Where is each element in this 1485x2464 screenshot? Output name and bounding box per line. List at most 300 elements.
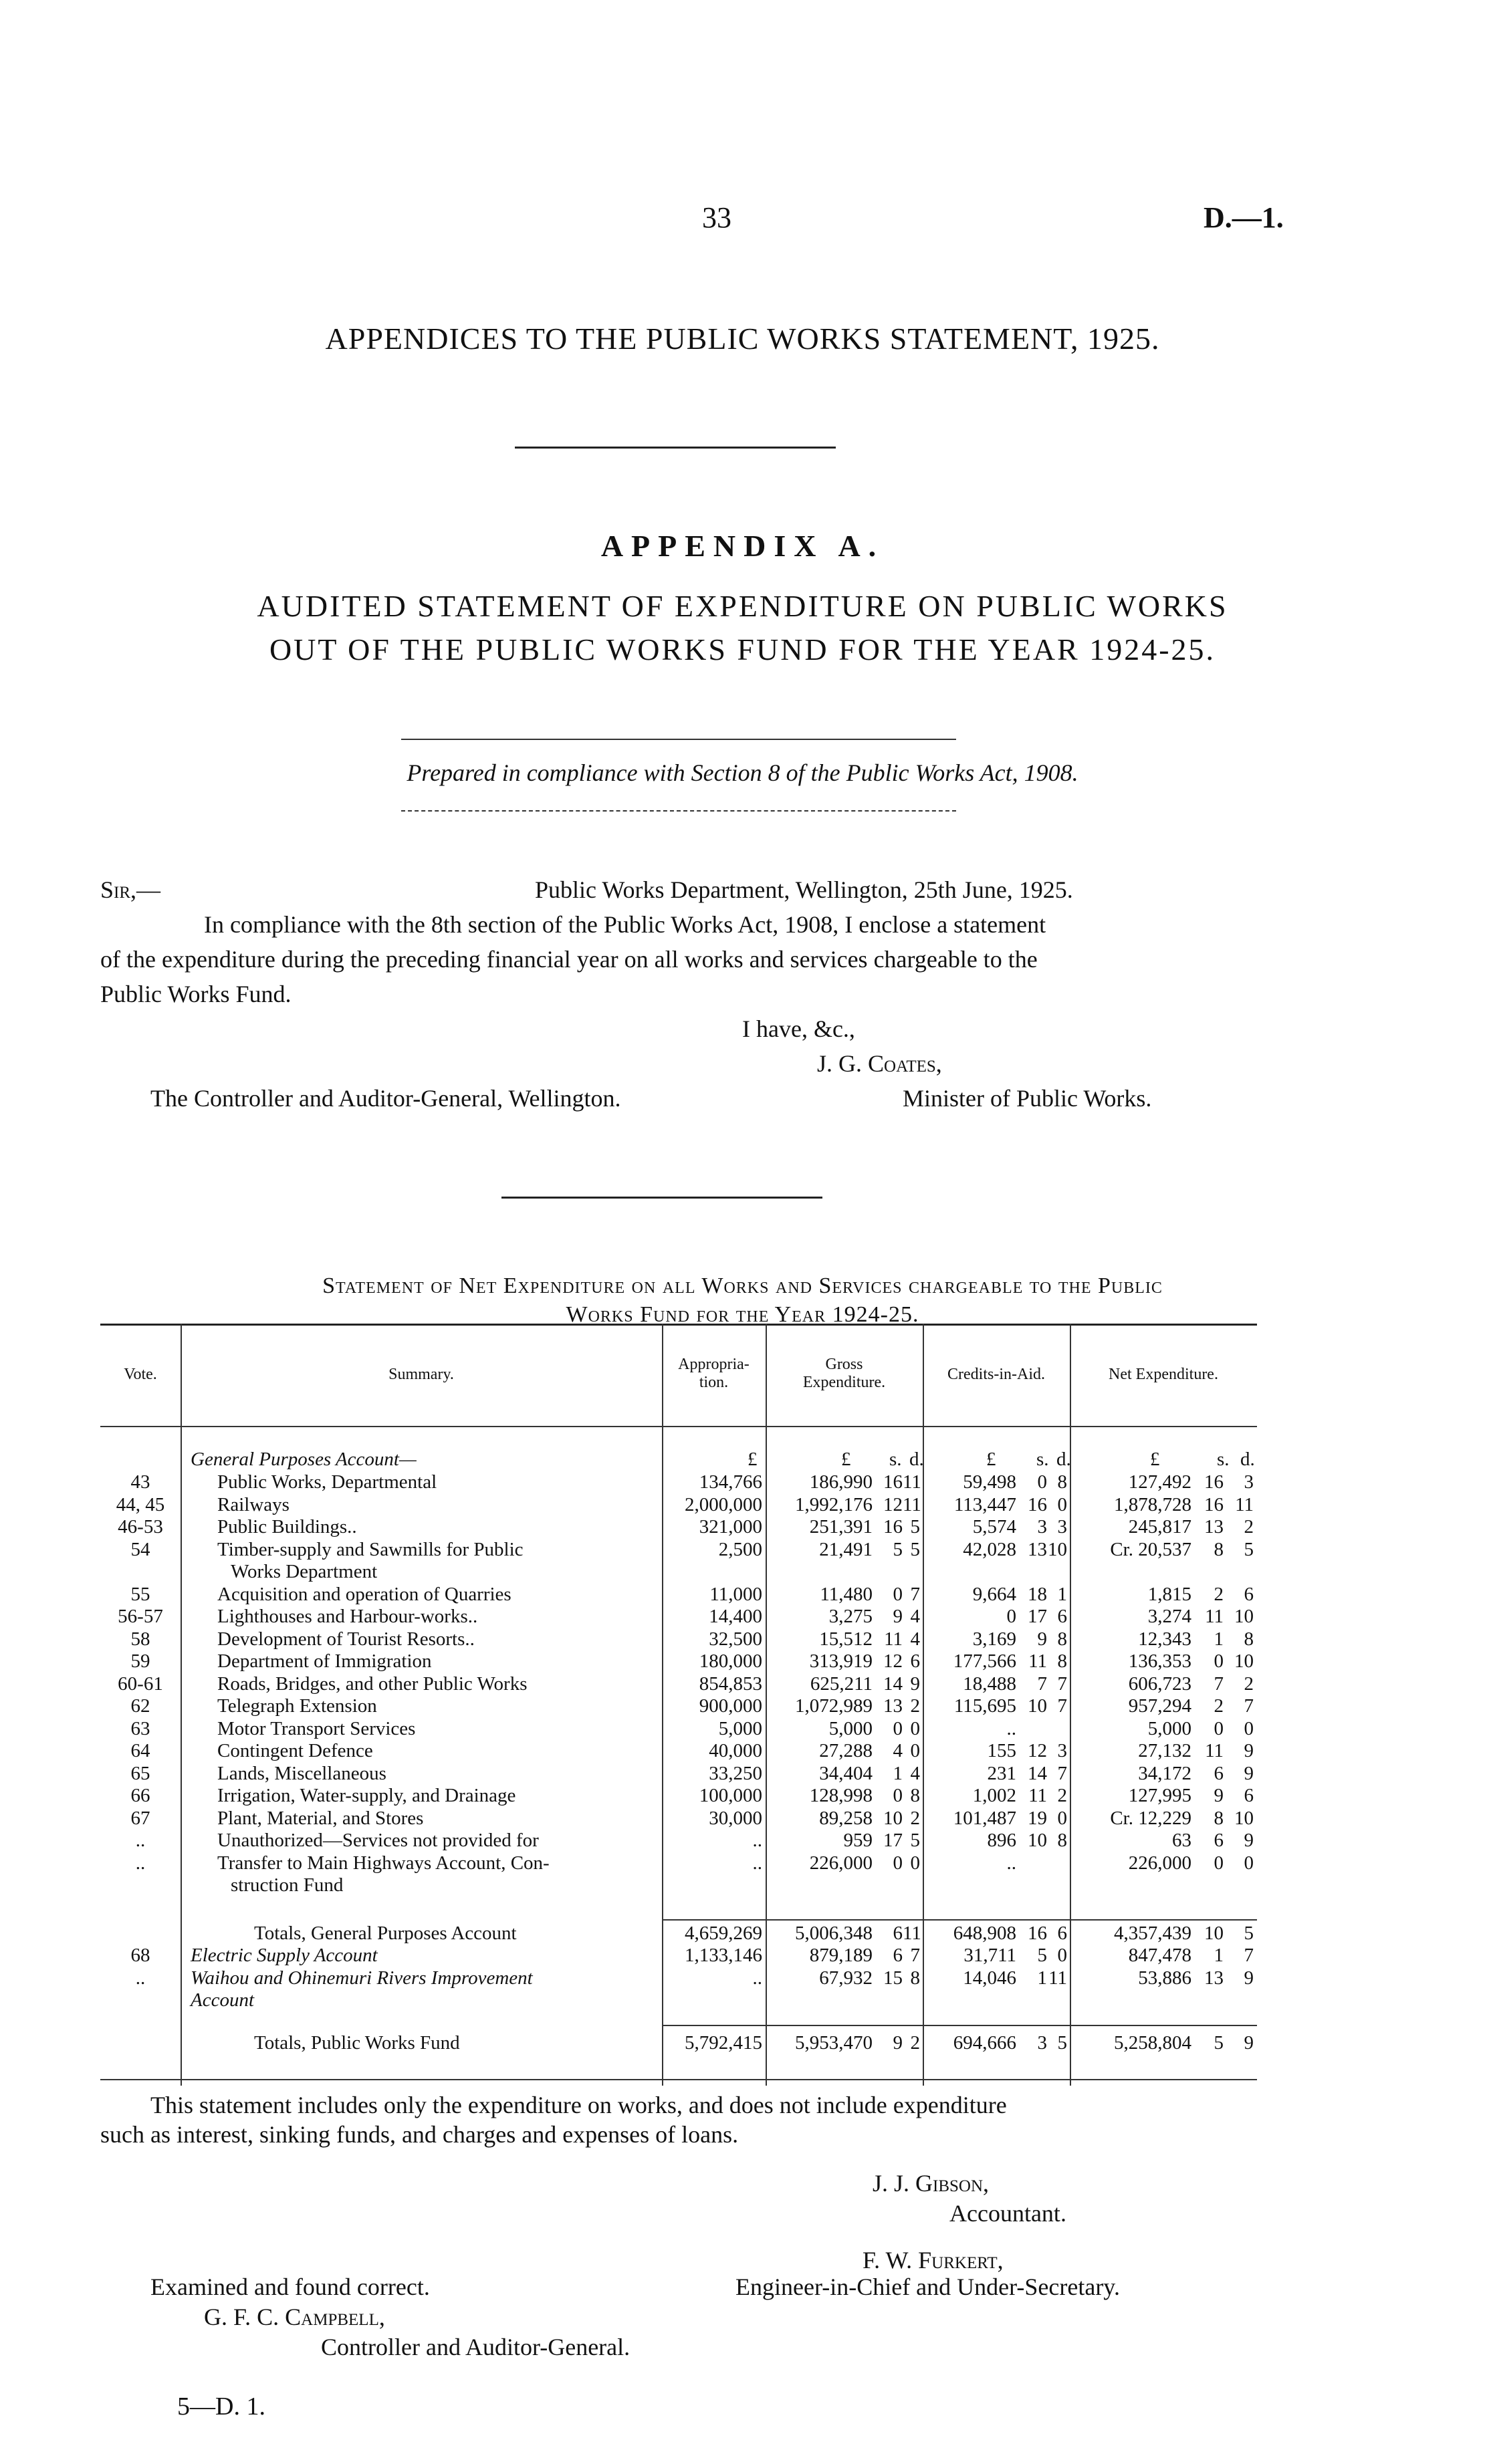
summary-cell: Development of Tourist Resorts.. bbox=[217, 1628, 475, 1650]
net-shillings-cell: 6 bbox=[1214, 1762, 1224, 1784]
credits-pence-cell: 8 bbox=[1057, 1471, 1067, 1493]
table-row bbox=[100, 1606, 1257, 1626]
credits-shillings-cell: 14 bbox=[1028, 1762, 1047, 1784]
credits-shillings-cell: 17 bbox=[1028, 1606, 1047, 1627]
statement-title-line1: Statement of Net Expenditure on all Works and Services chargeable to the Public bbox=[322, 1273, 1163, 1298]
gross-pence-cell: 2 bbox=[910, 1695, 920, 1717]
appropriation-cell: 5,792,415 bbox=[685, 2031, 762, 2054]
net-pounds-cell: 957,294 bbox=[1128, 1695, 1191, 1717]
appropriation-cell: 33,250 bbox=[709, 1762, 762, 1784]
net-pence-cell: 0 bbox=[1244, 1717, 1254, 1739]
credits-pounds-cell: 177,566 bbox=[953, 1650, 1016, 1672]
net-shillings-cell: 8 bbox=[1214, 1538, 1224, 1560]
credits-shillings-cell: 0 bbox=[1037, 1471, 1047, 1493]
appropriation-cell: 5,000 bbox=[718, 1717, 762, 1739]
gross-pence-cell: 9 bbox=[910, 1673, 920, 1695]
gross-pence-cell: 4 bbox=[910, 1628, 920, 1650]
net-pounds-cell: 27,132 bbox=[1138, 1740, 1191, 1761]
summary-cell: Railways bbox=[217, 1493, 290, 1515]
credits-shillings-cell: 13 bbox=[1028, 1538, 1047, 1560]
credits-shillings-cell: 3 bbox=[1037, 1516, 1047, 1537]
credits-shillings-cell: 18 bbox=[1028, 1583, 1047, 1605]
accountant-title: Accountant. bbox=[949, 2200, 1066, 2227]
unit-pound: £ bbox=[1150, 1449, 1160, 1470]
gross-pounds-cell: 27,288 bbox=[819, 1740, 873, 1761]
net-pounds-cell: 245,817 bbox=[1128, 1516, 1191, 1537]
net-pence-cell: 9 bbox=[1244, 1762, 1254, 1784]
signatory-name: J. G. Coates, bbox=[817, 1050, 942, 1077]
gross-shillings-cell: 16 bbox=[883, 1516, 903, 1537]
table-row-continuation bbox=[100, 1562, 1257, 1582]
totals-row bbox=[100, 1923, 1257, 1943]
table-row bbox=[100, 1629, 1257, 1649]
net-pounds-cell: 4,357,439 bbox=[1114, 1922, 1191, 1944]
appropriation-cell: 32,500 bbox=[709, 1628, 762, 1650]
vote-cell: .. bbox=[135, 1830, 146, 1851]
net-pounds-cell: 226,000 bbox=[1128, 1852, 1191, 1874]
summary-cell: Unauthorized—Services not provided for bbox=[217, 1830, 539, 1851]
gross-pence-cell: 0 bbox=[910, 1740, 920, 1761]
credits-pence-cell: 3 bbox=[1057, 1516, 1067, 1537]
vote-cell: 54 bbox=[130, 1538, 150, 1560]
appropriation-cell: 40,000 bbox=[709, 1740, 762, 1761]
net-pounds-cell: 1,815 bbox=[1147, 1583, 1191, 1605]
net-pounds-cell: 5,000 bbox=[1147, 1717, 1191, 1739]
net-pence-cell: 7 bbox=[1244, 1695, 1254, 1717]
divider bbox=[401, 739, 956, 740]
credits-pence-cell: 1 bbox=[1057, 1583, 1067, 1605]
appropriation-cell: 2,500 bbox=[718, 1538, 762, 1560]
net-shillings-cell: 2 bbox=[1214, 1695, 1224, 1717]
gross-pence-cell: 7 bbox=[910, 1583, 920, 1605]
net-pounds-cell: 1,878,728 bbox=[1114, 1493, 1191, 1515]
vote-cell: 62 bbox=[130, 1695, 150, 1717]
gross-pence-cell: 8 bbox=[910, 1785, 920, 1806]
salutation: Sir,— bbox=[100, 876, 161, 903]
col-summary: Summary. bbox=[388, 1366, 454, 1383]
credits-shillings-cell: 11 bbox=[1028, 1785, 1047, 1806]
credits-shillings-cell: 9 bbox=[1037, 1628, 1047, 1650]
gross-pounds-cell: 186,990 bbox=[809, 1471, 873, 1493]
net-pence-cell: 10 bbox=[1234, 1650, 1254, 1672]
credits-pence-cell: 10 bbox=[1048, 1538, 1067, 1560]
summary-cell: Department of Immigration bbox=[217, 1650, 432, 1672]
table-row bbox=[100, 1945, 1257, 1965]
unit-shilling: s. bbox=[1217, 1449, 1230, 1470]
table-row bbox=[100, 1853, 1257, 1873]
gross-pence-cell: 0 bbox=[910, 1717, 920, 1739]
table-row bbox=[100, 1517, 1257, 1537]
gross-pounds-cell: 3,275 bbox=[828, 1606, 873, 1627]
net-pounds-cell: 53,886 bbox=[1138, 1967, 1191, 1989]
gross-pounds-cell: 226,000 bbox=[809, 1852, 873, 1874]
vote-cell: 44, 45 bbox=[116, 1493, 165, 1515]
credits-pounds-cell: 113,447 bbox=[953, 1493, 1016, 1515]
place-date: Public Works Department, Wellington, 25th June, 1925. bbox=[535, 876, 1073, 903]
summary-cell: Roads, Bridges, and other Public Works bbox=[217, 1673, 528, 1695]
col-credits: Credits-in-Aid. bbox=[947, 1366, 1045, 1383]
table-row bbox=[100, 1495, 1257, 1515]
gross-shillings-cell: 6 bbox=[893, 1922, 903, 1944]
net-pence-cell: 2 bbox=[1244, 1673, 1254, 1695]
summary-cell: Waihou and Ohinemuri Rivers Improvement bbox=[191, 1967, 533, 1989]
auditor-title: Controller and Auditor-General. bbox=[321, 2334, 631, 2360]
appropriation-cell: 134,766 bbox=[699, 1471, 762, 1493]
gross-pence-cell: 5 bbox=[910, 1538, 920, 1560]
unit-pound: £ bbox=[748, 1449, 758, 1470]
table-row bbox=[100, 1719, 1257, 1739]
appendix-title-line1: AUDITED STATEMENT OF EXPENDITURE ON PUBLIC WORKS bbox=[257, 589, 1228, 623]
gross-pence-cell: 6 bbox=[910, 1650, 920, 1672]
appropriation-cell: 11,000 bbox=[709, 1583, 762, 1605]
summary-cell: Plant, Material, and Stores bbox=[217, 1807, 424, 1829]
gross-pounds-cell: 21,491 bbox=[819, 1538, 873, 1560]
credits-pence-cell: 6 bbox=[1057, 1606, 1067, 1627]
gross-shillings-cell: 17 bbox=[883, 1830, 903, 1851]
gross-shillings-cell: 0 bbox=[893, 1785, 903, 1806]
credits-pence-cell: 7 bbox=[1057, 1673, 1067, 1695]
gross-pounds-cell: 5,953,470 bbox=[795, 2031, 873, 2054]
credits-pence-cell: 7 bbox=[1057, 1762, 1067, 1784]
net-pounds-cell: 12,343 bbox=[1138, 1628, 1191, 1650]
net-pounds-cell: Cr. 12,229 bbox=[1110, 1807, 1191, 1829]
net-pence-cell: 5 bbox=[1244, 1922, 1254, 1944]
credits-pounds-cell: 42,028 bbox=[963, 1538, 1016, 1560]
vote-cell: 59 bbox=[130, 1650, 150, 1672]
gross-pence-cell: 0 bbox=[910, 1852, 920, 1874]
gross-pounds-cell: 34,404 bbox=[819, 1762, 873, 1784]
gross-pence-cell: 5 bbox=[910, 1830, 920, 1851]
credits-pounds-cell: 9,664 bbox=[972, 1583, 1016, 1605]
appropriation-cell: .. bbox=[752, 1852, 762, 1874]
table-row-continuation bbox=[100, 1875, 1257, 1895]
credits-shillings-cell: 10 bbox=[1028, 1695, 1047, 1717]
gross-pounds-cell: 89,258 bbox=[819, 1807, 873, 1829]
gross-shillings-cell: 4 bbox=[893, 1740, 903, 1761]
net-pounds-cell: 63 bbox=[1172, 1830, 1191, 1851]
summary-cell: Irrigation, Water-supply, and Drainage bbox=[217, 1785, 516, 1806]
table-row bbox=[100, 1539, 1257, 1560]
net-pounds-cell: 3,274 bbox=[1147, 1606, 1191, 1627]
net-shillings-cell: 7 bbox=[1214, 1673, 1224, 1695]
gross-pounds-cell: 1,992,176 bbox=[795, 1493, 873, 1515]
net-shillings-cell: 0 bbox=[1214, 1852, 1224, 1874]
gross-pence-cell: 4 bbox=[910, 1762, 920, 1784]
vote-cell: .. bbox=[135, 1967, 146, 1989]
net-shillings-cell: 16 bbox=[1204, 1471, 1224, 1493]
vote-cell: 60-61 bbox=[118, 1673, 163, 1695]
credits-pounds-cell: 896 bbox=[987, 1830, 1016, 1851]
divider bbox=[401, 810, 956, 812]
gross-pence-cell: 11 bbox=[903, 1471, 921, 1493]
gross-shillings-cell: 14 bbox=[883, 1673, 903, 1695]
letter-body-line1: In compliance with the 8th section of the Public Works Act, 1908, I enclose a statement bbox=[204, 911, 1046, 938]
addressee: The Controller and Auditor-General, Wellington. bbox=[150, 1085, 621, 1112]
credits-pounds-cell: 0 bbox=[1006, 1606, 1016, 1627]
gross-pence-cell: 5 bbox=[910, 1516, 920, 1537]
appropriation-cell: 2,000,000 bbox=[685, 1493, 762, 1515]
table-row bbox=[100, 1472, 1257, 1492]
net-pence-cell: 5 bbox=[1244, 1538, 1254, 1560]
net-pence-cell: 9 bbox=[1244, 2031, 1254, 2054]
credits-pounds-cell: 3,169 bbox=[972, 1628, 1016, 1650]
credits-pence-cell: 5 bbox=[1057, 2031, 1067, 2054]
gross-pence-cell: 7 bbox=[910, 1945, 920, 1966]
summary-cell: Lighthouses and Harbour-works.. bbox=[217, 1606, 478, 1627]
net-shillings-cell: 1 bbox=[1214, 1945, 1224, 1966]
net-shillings-cell: 9 bbox=[1214, 1785, 1224, 1806]
net-pence-cell: 9 bbox=[1244, 1830, 1254, 1851]
credits-pounds-cell: 115,695 bbox=[953, 1695, 1016, 1717]
appropriation-cell: 14,400 bbox=[709, 1606, 762, 1627]
gross-pence-cell: 8 bbox=[910, 1967, 920, 1989]
credits-shillings-cell: 10 bbox=[1028, 1830, 1047, 1851]
vote-cell: 55 bbox=[130, 1583, 150, 1605]
net-pence-cell: 3 bbox=[1244, 1471, 1254, 1493]
credits-pounds-cell: 31,711 bbox=[963, 1945, 1016, 1966]
appropriation-cell: 321,000 bbox=[699, 1516, 762, 1537]
net-pounds-cell: 606,723 bbox=[1128, 1673, 1191, 1695]
summary-cell: Public Works, Departmental bbox=[217, 1471, 437, 1493]
vote-cell: 64 bbox=[130, 1740, 150, 1761]
gross-shillings-cell: 0 bbox=[893, 1583, 903, 1605]
table-row bbox=[100, 1651, 1257, 1671]
col-net: Net Expenditure. bbox=[1109, 1366, 1218, 1383]
accountant-name: J. J. Gibson, bbox=[873, 2170, 990, 2197]
credits-shillings-cell: 1 bbox=[1037, 1967, 1047, 1989]
net-pence-cell: 8 bbox=[1244, 1628, 1254, 1650]
credits-pounds-cell: 694,666 bbox=[953, 2031, 1016, 2054]
gross-pounds-cell: 879,189 bbox=[809, 1945, 873, 1966]
net-pounds-cell: 847,478 bbox=[1128, 1945, 1191, 1966]
summary-cell: Timber-supply and Sawmills for Public bbox=[217, 1538, 524, 1560]
credits-pence-cell: 11 bbox=[1048, 1967, 1067, 1989]
col-gross: Gross Expenditure. bbox=[802, 1356, 886, 1391]
net-shillings-cell: 10 bbox=[1204, 1922, 1224, 1944]
unit-shilling: s. bbox=[1036, 1449, 1049, 1470]
appropriation-cell: 30,000 bbox=[709, 1807, 762, 1829]
credits-pence-cell: 8 bbox=[1057, 1628, 1067, 1650]
credits-pence-cell: 7 bbox=[1057, 1695, 1067, 1717]
col-appropriation: Appropria- tion. bbox=[678, 1356, 750, 1391]
gross-pounds-cell: 15,512 bbox=[819, 1628, 873, 1650]
credits-pounds-cell: 231 bbox=[987, 1762, 1016, 1784]
net-pence-cell: 9 bbox=[1244, 1740, 1254, 1761]
net-shillings-cell: 11 bbox=[1205, 1606, 1224, 1627]
gross-pounds-cell: 313,919 bbox=[809, 1650, 873, 1672]
gross-shillings-cell: 0 bbox=[893, 1852, 903, 1874]
divider bbox=[100, 2079, 1257, 2080]
unit-pound: £ bbox=[841, 1449, 851, 1470]
gross-pounds-cell: 5,006,348 bbox=[795, 1922, 873, 1944]
gross-pence-cell: 4 bbox=[910, 1606, 920, 1627]
summary-cell: Lands, Miscellaneous bbox=[217, 1762, 386, 1784]
sheet-reference: 5—D. 1. bbox=[177, 2392, 265, 2421]
gross-pounds-cell: 128,998 bbox=[809, 1785, 873, 1806]
appropriation-cell: .. bbox=[752, 1830, 762, 1851]
unit-pound: £ bbox=[986, 1449, 996, 1470]
summary-cell: Motor Transport Services bbox=[217, 1717, 416, 1739]
appendix-title-line2: OUT OF THE PUBLIC WORKS FUND FOR THE YEAR 1924-25. bbox=[269, 632, 1216, 666]
gross-pounds-cell: 5,000 bbox=[828, 1717, 873, 1739]
gross-shillings-cell: 11 bbox=[884, 1628, 903, 1650]
credits-pounds-cell: 5,574 bbox=[972, 1516, 1016, 1537]
net-pence-cell: 6 bbox=[1244, 1583, 1254, 1605]
gross-pence-cell: 2 bbox=[910, 2031, 920, 2054]
gross-pence-cell: 11 bbox=[903, 1493, 921, 1515]
gross-shillings-cell: 1 bbox=[893, 1762, 903, 1784]
credits-pence-cell: 3 bbox=[1057, 1740, 1067, 1761]
net-shillings-cell: 1 bbox=[1214, 1628, 1224, 1650]
credits-pounds-cell: 18,488 bbox=[963, 1673, 1016, 1695]
appropriation-cell: 1,133,146 bbox=[685, 1945, 762, 1966]
table-row bbox=[100, 1696, 1257, 1716]
unit-pence: d. bbox=[1240, 1449, 1255, 1470]
subtotal-rule bbox=[662, 1919, 1257, 1921]
summary-cell: Telegraph Extension bbox=[217, 1695, 377, 1717]
credits-pounds-cell: 14,046 bbox=[963, 1967, 1016, 1989]
credits-pounds-cell: .. bbox=[1006, 1717, 1016, 1739]
table-row bbox=[100, 1808, 1257, 1828]
gross-shillings-cell: 15 bbox=[883, 1967, 903, 1989]
net-shillings-cell: 5 bbox=[1214, 2031, 1224, 2054]
gross-pounds-cell: 959 bbox=[843, 1830, 873, 1851]
net-pence-cell: 9 bbox=[1244, 1967, 1254, 1989]
net-shillings-cell: 8 bbox=[1214, 1807, 1224, 1829]
vote-cell: 67 bbox=[130, 1807, 150, 1829]
credits-pounds-cell: 1,002 bbox=[972, 1785, 1016, 1806]
net-pounds-cell: 136,353 bbox=[1128, 1650, 1191, 1672]
net-shillings-cell: 16 bbox=[1204, 1493, 1224, 1515]
net-pounds-cell: Cr. 20,537 bbox=[1110, 1538, 1191, 1560]
gross-shillings-cell: 9 bbox=[893, 2031, 903, 2054]
gross-shillings-cell: 0 bbox=[893, 1717, 903, 1739]
gross-shillings-cell: 10 bbox=[883, 1807, 903, 1829]
totals-label: Totals, Public Works Fund bbox=[254, 2031, 460, 2054]
total-rule bbox=[662, 2025, 1257, 2026]
appendix-label: APPENDIX A. bbox=[600, 529, 885, 563]
letter-body-line2: of the expenditure during the preceding financial year on all works and services chargeable to the bbox=[100, 946, 1038, 973]
table-row bbox=[100, 1741, 1257, 1761]
net-pence-cell: 6 bbox=[1244, 1785, 1254, 1806]
main-title: APPENDICES TO THE PUBLIC WORKS STATEMENT, 1925. bbox=[325, 322, 1160, 356]
appropriation-cell: 180,000 bbox=[699, 1650, 762, 1672]
appropriation-cell: 900,000 bbox=[699, 1695, 762, 1717]
table-row bbox=[100, 1968, 1257, 1988]
engineer-name: F. W. Furkert, bbox=[863, 2247, 1004, 2273]
summary-cell: struction Fund bbox=[231, 1874, 344, 1896]
credits-shillings-cell: 7 bbox=[1037, 1673, 1047, 1695]
net-shillings-cell: 0 bbox=[1214, 1650, 1224, 1672]
gross-pounds-cell: 11,480 bbox=[820, 1583, 873, 1605]
gross-shillings-cell: 6 bbox=[893, 1945, 903, 1966]
credits-shillings-cell: 16 bbox=[1028, 1922, 1047, 1944]
appropriation-cell: 4,659,269 bbox=[685, 1922, 762, 1944]
credits-pence-cell: 8 bbox=[1057, 1650, 1067, 1672]
gross-pounds-cell: 67,932 bbox=[819, 1967, 873, 1989]
net-pence-cell: 0 bbox=[1244, 1852, 1254, 1874]
vote-cell: 68 bbox=[130, 1945, 150, 1966]
summary-cell: Transfer to Main Highways Account, Con- bbox=[217, 1852, 550, 1874]
gross-shillings-cell: 12 bbox=[883, 1650, 903, 1672]
col-vote: Vote. bbox=[124, 1366, 157, 1383]
net-pence-cell: 11 bbox=[1235, 1493, 1254, 1515]
gross-pounds-cell: 251,391 bbox=[809, 1516, 873, 1537]
table-row bbox=[100, 1830, 1257, 1850]
unit-shilling: s. bbox=[889, 1449, 902, 1470]
net-shillings-cell: 13 bbox=[1204, 1967, 1224, 1989]
credits-shillings-cell: 12 bbox=[1028, 1740, 1047, 1761]
gross-shillings-cell: 16 bbox=[883, 1471, 903, 1493]
document-reference: D.—1. bbox=[1204, 201, 1284, 234]
net-shillings-cell: 2 bbox=[1214, 1583, 1224, 1605]
vote-cell: 65 bbox=[130, 1762, 150, 1784]
section-heading: General Purposes Account— bbox=[191, 1449, 417, 1470]
net-pence-cell: 10 bbox=[1234, 1807, 1254, 1829]
credits-shillings-cell: 19 bbox=[1028, 1807, 1047, 1829]
gross-pence-cell: 2 bbox=[910, 1807, 920, 1829]
table-row bbox=[100, 1674, 1257, 1694]
net-pence-cell: 10 bbox=[1234, 1606, 1254, 1627]
gross-pence-cell: 11 bbox=[903, 1922, 921, 1944]
vote-cell: 66 bbox=[130, 1785, 150, 1806]
vote-cell: 58 bbox=[130, 1628, 150, 1650]
credits-pence-cell: 0 bbox=[1057, 1945, 1067, 1966]
net-shillings-cell: 6 bbox=[1214, 1830, 1224, 1851]
net-shillings-cell: 11 bbox=[1205, 1740, 1224, 1761]
credits-pounds-cell: 648,908 bbox=[953, 1922, 1016, 1944]
table-row bbox=[100, 1584, 1257, 1604]
summary-cell: Contingent Defence bbox=[217, 1740, 373, 1761]
credits-pence-cell: 0 bbox=[1057, 1807, 1067, 1829]
credits-pence-cell: 2 bbox=[1057, 1785, 1067, 1806]
net-shillings-cell: 0 bbox=[1214, 1717, 1224, 1739]
appropriation-cell: 854,853 bbox=[699, 1673, 762, 1695]
summary-cell: Works Department bbox=[231, 1561, 378, 1582]
grand-totals-row bbox=[100, 2033, 1257, 2053]
letter-closing: I have, &c., bbox=[742, 1015, 855, 1042]
letter-body-line3: Public Works Fund. bbox=[100, 981, 292, 1007]
net-shillings-cell: 13 bbox=[1204, 1516, 1224, 1537]
credits-pence-cell: 8 bbox=[1057, 1830, 1067, 1851]
net-pounds-cell: 5,258,804 bbox=[1114, 2031, 1191, 2054]
gross-shillings-cell: 13 bbox=[883, 1695, 903, 1717]
summary-cell: Public Buildings.. bbox=[217, 1516, 357, 1537]
totals-label: Totals, General Purposes Account bbox=[254, 1922, 517, 1944]
table-header bbox=[100, 1324, 1257, 1427]
auditor-name: G. F. C. Campbell, bbox=[204, 2304, 385, 2330]
gross-shillings-cell: 12 bbox=[883, 1493, 903, 1515]
divider bbox=[515, 447, 836, 449]
credits-pounds-cell: .. bbox=[1006, 1852, 1016, 1874]
appropriation-cell: 100,000 bbox=[699, 1785, 762, 1806]
engineer-title: Engineer-in-Chief and Under-Secretary. bbox=[735, 2273, 1120, 2300]
net-pence-cell: 2 bbox=[1244, 1516, 1254, 1537]
vote-cell: 46-53 bbox=[118, 1516, 163, 1537]
credits-pounds-cell: 101,487 bbox=[953, 1807, 1016, 1829]
statement-title-line2: Works Fund for the Year 1924-25. bbox=[566, 1302, 919, 1327]
page-number: 33 bbox=[702, 201, 731, 234]
table-row-continuation bbox=[100, 1990, 1257, 2010]
summary-cell: Acquisition and operation of Quarries bbox=[217, 1583, 511, 1605]
footer-note-line2: such as interest, sinking funds, and charges and expenses of loans. bbox=[100, 2121, 739, 2148]
signatory-title: Minister of Public Works. bbox=[903, 1085, 1152, 1112]
gross-shillings-cell: 5 bbox=[893, 1538, 903, 1560]
divider bbox=[501, 1197, 822, 1199]
credits-shillings-cell: 11 bbox=[1028, 1650, 1047, 1672]
vote-cell: 63 bbox=[130, 1717, 150, 1739]
gross-pounds-cell: 1,072,989 bbox=[795, 1695, 873, 1717]
